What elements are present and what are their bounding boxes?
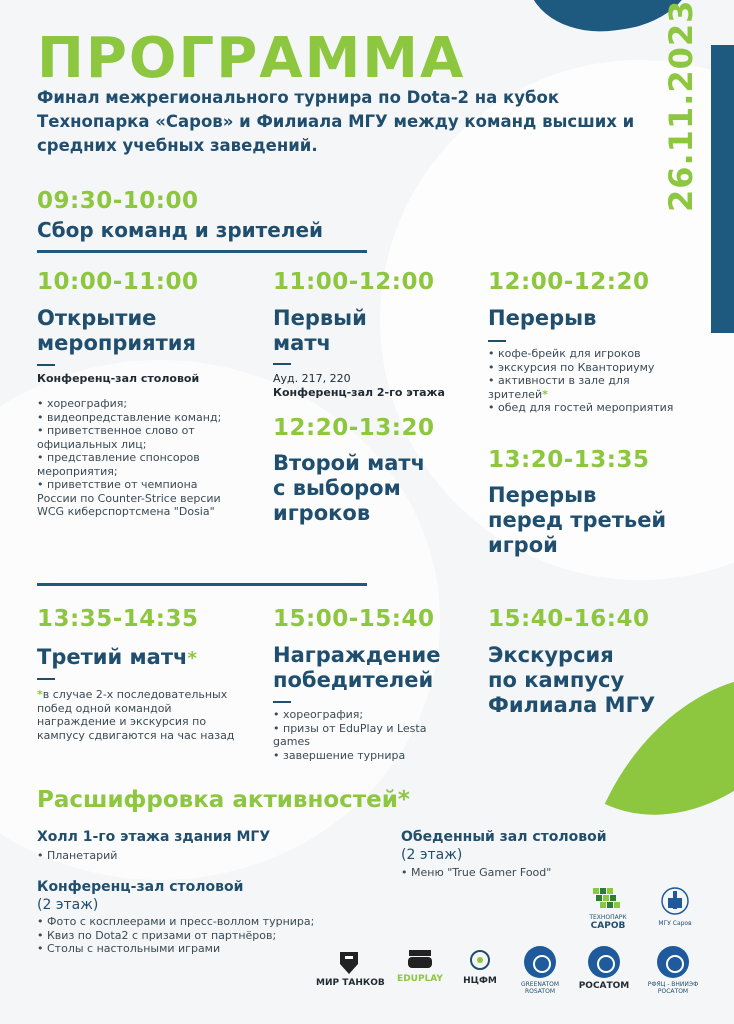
match2-title-line: с выбором	[273, 476, 401, 500]
break1-time: 12:00-12:20	[488, 269, 650, 295]
list-item: • хореография;	[273, 708, 463, 722]
break2-time: 13:20-13:35	[488, 447, 650, 473]
asterisk: *	[37, 688, 43, 701]
match2-title-line: Второй матч	[273, 451, 426, 475]
tour-time: 15:40-16:40	[488, 606, 650, 632]
asterisk: *	[187, 648, 197, 669]
list-item: • хореография;	[37, 397, 237, 411]
technopark-logo	[578, 886, 638, 931]
opening-title-line: мероприятия	[37, 331, 196, 355]
match1-location-hall: Конференц-зал 2-го этажа	[273, 385, 445, 399]
greenatom-logo	[512, 946, 568, 995]
match1-location	[273, 372, 445, 399]
match3-title	[37, 645, 197, 671]
legend-hall-list	[37, 849, 117, 863]
legend-title: Расшифровка активностей*	[37, 787, 410, 813]
gather-label: Сбор команд и зрителей	[37, 218, 324, 242]
list-item: • представление спонсоров мероприятия;	[37, 451, 237, 478]
rfyac-text: РФЯЦ - ВНИИЭФ	[647, 981, 699, 988]
divider	[37, 583, 367, 586]
decor-right-bar	[711, 45, 734, 333]
break1-title: Перерыв	[488, 306, 597, 330]
ncfm-text: НЦФМ	[463, 976, 497, 986]
dash	[37, 364, 55, 366]
match2-title	[273, 451, 425, 526]
match2-time: 12:20-13:20	[273, 415, 435, 441]
legend-hall-title: Холл 1-го этажа здания МГУ	[37, 829, 271, 845]
match2-title-line: игроков	[273, 501, 371, 525]
mirtankov-logo	[316, 950, 385, 988]
dash	[273, 363, 291, 365]
technopark-icon	[591, 886, 625, 910]
mirtankov-shield-icon	[338, 950, 360, 974]
list-item: • приветствие от чемпиона России по Counter-Strice версии WCG киберспортсмена "Dosia"	[37, 478, 237, 519]
legend-dining-list	[401, 866, 551, 880]
msu-text: МГУ Саров	[658, 920, 692, 927]
break2-title-line: игрой	[488, 533, 558, 557]
awards-title-line: Награждение	[273, 643, 441, 667]
match1-title	[273, 306, 367, 356]
legend-dining-sub: (2 этаж)	[401, 847, 463, 863]
rfyac-logo	[640, 946, 706, 995]
ncfm-logo	[458, 948, 502, 986]
divider	[37, 250, 367, 253]
dash	[37, 678, 55, 680]
awards-list	[273, 708, 463, 762]
tour-title-line: по кампусу	[488, 668, 625, 692]
eduplay-text: EDUPLAY	[397, 974, 443, 984]
legend-dining-title: Обеденный зал столовой	[401, 829, 607, 845]
list-item: • Квиз по Dota2 с призами от партнёров;	[37, 929, 327, 943]
list-item: • завершение турнира	[273, 749, 463, 763]
rosatom-icon	[657, 946, 689, 978]
legend-conf-title: Конференц-зал столовой	[37, 879, 244, 895]
opening-list	[37, 397, 237, 519]
match3-note	[37, 688, 237, 742]
opening-title	[37, 306, 196, 356]
rosatom-text: РОСАТОМ	[578, 981, 630, 991]
break2-title	[488, 483, 666, 558]
mirtankov-text: МИР ТАНКОВ	[316, 978, 385, 988]
greenatom-text: GREENATOM	[520, 981, 560, 988]
opening-location: Конференц-зал столовой	[37, 372, 200, 385]
rosatom-logo	[576, 946, 632, 991]
tour-title	[488, 643, 655, 718]
break2-title-line: перед третьей	[488, 508, 667, 532]
awards-time: 15:00-15:40	[273, 606, 435, 632]
match1-location-room: Ауд. 217, 220	[273, 372, 351, 385]
list-item: • экскурсия по Кванториуму	[488, 361, 678, 375]
technopark-text: ТЕХНОПАРК	[589, 914, 627, 921]
opening-title-line: Открытие	[37, 306, 157, 330]
list-item: • видеопредставление команд;	[37, 411, 237, 425]
dash	[488, 340, 506, 342]
tour-title-line: Филиала МГУ	[488, 693, 656, 717]
list-item	[488, 374, 678, 401]
list-item-text: активности в зале для зрителей	[488, 374, 630, 401]
eduplay-logo	[392, 948, 448, 984]
ncfm-atom-icon	[467, 948, 493, 972]
match1-title-line: Первый	[273, 306, 367, 330]
match1-title-line: матч	[273, 331, 331, 355]
match3-time: 13:35-14:35	[37, 606, 199, 632]
list-item: • Фото с косплеерами и пресс-воллом турнира;	[37, 915, 327, 929]
msu-emblem-icon	[658, 886, 692, 916]
list-item: • Меню "True Gamer Food"	[401, 866, 551, 880]
awards-title-line: победителей	[273, 668, 434, 692]
greenatom-text: ROSATOM	[524, 988, 555, 995]
match3-title-text: Третий матч	[37, 645, 188, 669]
rfyac-text: РОСАТОМ	[657, 988, 689, 995]
rosatom-icon	[588, 946, 620, 978]
match1-time: 11:00-12:00	[273, 269, 435, 295]
legend-conf-sub: (2 этаж)	[37, 897, 99, 913]
awards-title	[273, 643, 441, 693]
list-item: • приветственное слово от официальных лиц;	[37, 424, 237, 451]
legend-conf-list	[37, 915, 327, 956]
break2-title-line: Перерыв	[488, 483, 597, 507]
asterisk: *	[542, 387, 548, 401]
page-subtitle: Финал межрегионального турнира по Dota-2 на кубок Технопарка «Саров» и Филиала МГУ между команд высших и средних учебных заведений.	[37, 88, 635, 155]
gamepad-icon	[406, 948, 434, 970]
list-item: • Планетарий	[37, 849, 117, 863]
list-item: • кофе-брейк для игроков	[488, 347, 678, 361]
tour-title-line: Экскурсия	[488, 643, 614, 667]
event-date	[662, 172, 700, 212]
gather-time: 09:30-10:00	[37, 188, 199, 214]
rosatom-icon	[524, 946, 556, 978]
list-item: • Столы с настольными играми	[37, 942, 327, 956]
break1-list	[488, 347, 678, 415]
list-item: • обед для гостей мероприятия	[488, 401, 678, 415]
dash	[273, 701, 291, 703]
technopark-text: САРОВ	[590, 921, 626, 931]
msu-logo	[650, 886, 700, 927]
page-title: ПРОГРАММА	[37, 26, 466, 91]
list-item: • призы от EduPlay и Lesta games	[273, 722, 463, 749]
match3-note-text: в случае 2-х последовательных побед одной командой награждение и экскурсия по кампусу сдвигаются на час назад	[37, 688, 235, 742]
opening-time: 10:00-11:00	[37, 269, 199, 295]
